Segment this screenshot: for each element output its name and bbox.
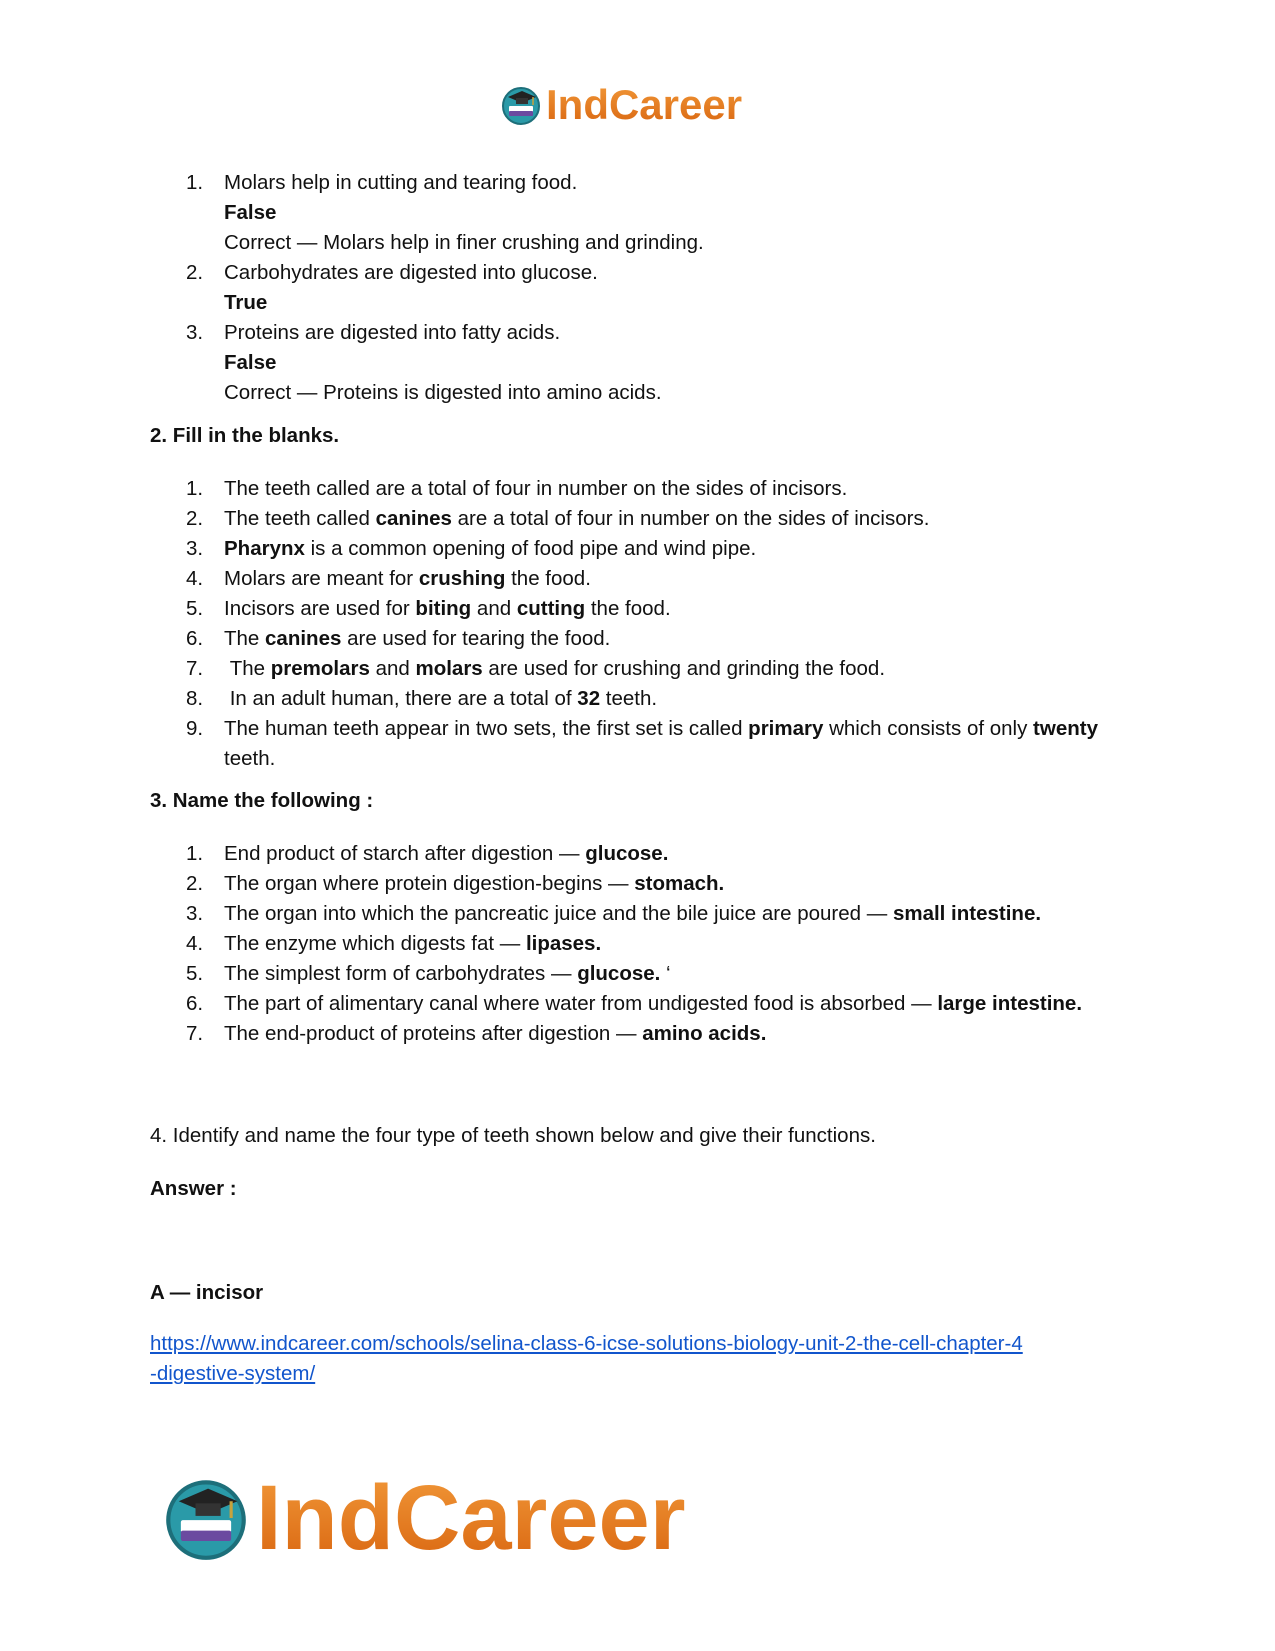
item-number: 5. xyxy=(186,962,204,985)
answer-verdict: False xyxy=(224,351,277,374)
item-number: 3. xyxy=(186,537,204,560)
item-text: the food. xyxy=(505,567,591,590)
list-item xyxy=(150,869,1130,899)
footer-logo xyxy=(162,1468,686,1568)
item-text: The teeth called xyxy=(224,507,376,530)
answer-text: canines xyxy=(375,507,452,530)
list-item xyxy=(150,258,1130,318)
item-number: 9. xyxy=(186,717,204,740)
answer-text: canines xyxy=(265,627,342,650)
answer-verdict: False xyxy=(224,201,277,224)
graduation-cap-book-icon xyxy=(500,84,542,126)
item-number: 6. xyxy=(186,627,204,650)
item-number: 4. xyxy=(186,932,204,955)
item-text: teeth. xyxy=(600,687,658,710)
answer-text: premolars xyxy=(270,657,370,680)
answer-text: small intestine. xyxy=(892,902,1042,925)
section-4-question: 4. Identify and name the four type of teeth shown below and give their functions. xyxy=(150,1124,876,1147)
item-text: the food. xyxy=(585,597,671,620)
item-text: are used for crushing and grinding the food. xyxy=(482,657,886,680)
item-text: ‘ xyxy=(660,962,671,985)
item-text: The xyxy=(224,627,266,650)
statement: Molars help in cutting and tearing food. xyxy=(224,171,578,194)
item-text: are a total of four in number on the sides of incisors. xyxy=(451,507,930,530)
answer-text: stomach. xyxy=(634,872,725,895)
answer-part-a: A — incisor xyxy=(150,1281,264,1304)
item-text: is a common opening of food pipe and wind pipe. xyxy=(304,537,757,560)
item-number: 6. xyxy=(186,992,204,1015)
list-item xyxy=(150,474,1130,504)
list-item xyxy=(150,624,1130,654)
item-text: are used for tearing the food. xyxy=(341,627,611,650)
list-item xyxy=(150,839,1130,869)
section-3-heading: 3. Name the following : xyxy=(150,789,374,812)
item-number: 1. xyxy=(186,171,204,194)
list-item xyxy=(150,504,1130,534)
list-item xyxy=(150,1019,1130,1049)
list-item xyxy=(150,654,1130,684)
item-text: Molars are meant for xyxy=(224,567,419,590)
item-text: The xyxy=(224,657,271,680)
true-false-list xyxy=(150,168,1130,408)
name-following-list xyxy=(150,839,1130,1049)
item-text: The teeth called are a total of four in number on the sides of incisors. xyxy=(224,477,848,500)
graduation-cap-book-icon xyxy=(162,1474,250,1562)
answer-text: Pharynx xyxy=(224,537,305,560)
item-number: 1. xyxy=(186,477,204,500)
item-text: The enzyme which digests fat — xyxy=(224,932,526,955)
item-number: 4. xyxy=(186,567,204,590)
header-logo xyxy=(500,80,742,130)
item-number: 3. xyxy=(186,321,204,344)
correction: Correct — Proteins is digested into amino acids. xyxy=(224,381,662,404)
item-number: 1. xyxy=(186,842,204,865)
item-text: The simplest form of carbohydrates — xyxy=(224,962,578,985)
answer-text: twenty xyxy=(1033,717,1098,740)
answer-text: primary xyxy=(748,717,824,740)
statement: Carbohydrates are digested into glucose. xyxy=(224,261,598,284)
item-number: 3. xyxy=(186,902,204,925)
list-item xyxy=(150,168,1130,258)
answer-text: 32 xyxy=(577,687,601,710)
source-link[interactable] xyxy=(150,1329,1130,1389)
item-number: 2. xyxy=(186,261,204,284)
item-text: and xyxy=(369,657,416,680)
answer-label: Answer : xyxy=(150,1177,237,1200)
fill-blanks-list xyxy=(150,474,1130,774)
answer-text: cutting xyxy=(516,597,586,620)
correction: Correct — Molars help in finer crushing and grinding. xyxy=(224,231,704,254)
answer-text: large intestine. xyxy=(937,992,1083,1015)
answer-text: molars xyxy=(415,657,483,680)
item-number: 2. xyxy=(186,507,204,530)
item-text: The organ where protein digestion-begins — xyxy=(224,872,635,895)
item-text: teeth. xyxy=(224,717,1104,770)
list-item xyxy=(150,564,1130,594)
answer-text: amino acids. xyxy=(642,1022,767,1045)
answer-text: glucose. xyxy=(585,842,669,865)
statement: Proteins are digested into fatty acids. xyxy=(224,321,561,344)
item-number: 2. xyxy=(186,872,204,895)
item-text: The organ into which the pancreatic juice and the bile juice are poured — xyxy=(224,902,893,925)
answer-verdict: True xyxy=(224,291,268,314)
item-number: 7. xyxy=(186,657,204,680)
answer-text: glucose. xyxy=(577,962,661,985)
item-text: End product of starch after digestion — xyxy=(224,842,586,865)
item-text: which consists of only xyxy=(823,717,1034,740)
list-item xyxy=(150,929,1130,959)
item-text: and xyxy=(471,597,517,620)
answer-text: biting xyxy=(415,597,472,620)
section-2-heading: 2. Fill in the blanks. xyxy=(150,424,340,447)
item-text: The end-product of proteins after digestion — xyxy=(224,1022,643,1045)
list-item xyxy=(150,959,1130,989)
item-text: Incisors are used for xyxy=(224,597,416,620)
answer-text: lipases. xyxy=(525,932,602,955)
list-item xyxy=(150,318,1130,408)
list-item xyxy=(150,989,1130,1019)
source-link-line-1[interactable]: https://www.indcareer.com/schools/selina-class-6-icse-solutions-biology-unit-2-the-cell-chapter-4 xyxy=(150,1332,1023,1355)
list-item xyxy=(150,684,1130,714)
brand-name: IndCareer xyxy=(546,81,743,128)
list-item xyxy=(150,594,1130,624)
source-link-line-2[interactable]: -digestive-system/ xyxy=(150,1362,316,1385)
item-number: 7. xyxy=(186,1022,204,1045)
list-item xyxy=(150,534,1130,564)
item-number: 8. xyxy=(186,687,204,710)
list-item xyxy=(150,714,1130,774)
answer-text: crushing xyxy=(418,567,506,590)
item-text: The part of alimentary canal where water from undigested food is absorbed — xyxy=(224,992,938,1015)
item-text: The human teeth appear in two sets, the first set is called xyxy=(224,717,749,740)
list-item xyxy=(150,899,1130,929)
brand-name: IndCareer xyxy=(256,1466,686,1569)
item-number: 5. xyxy=(186,597,204,620)
item-text: In an adult human, there are a total of xyxy=(224,687,578,710)
